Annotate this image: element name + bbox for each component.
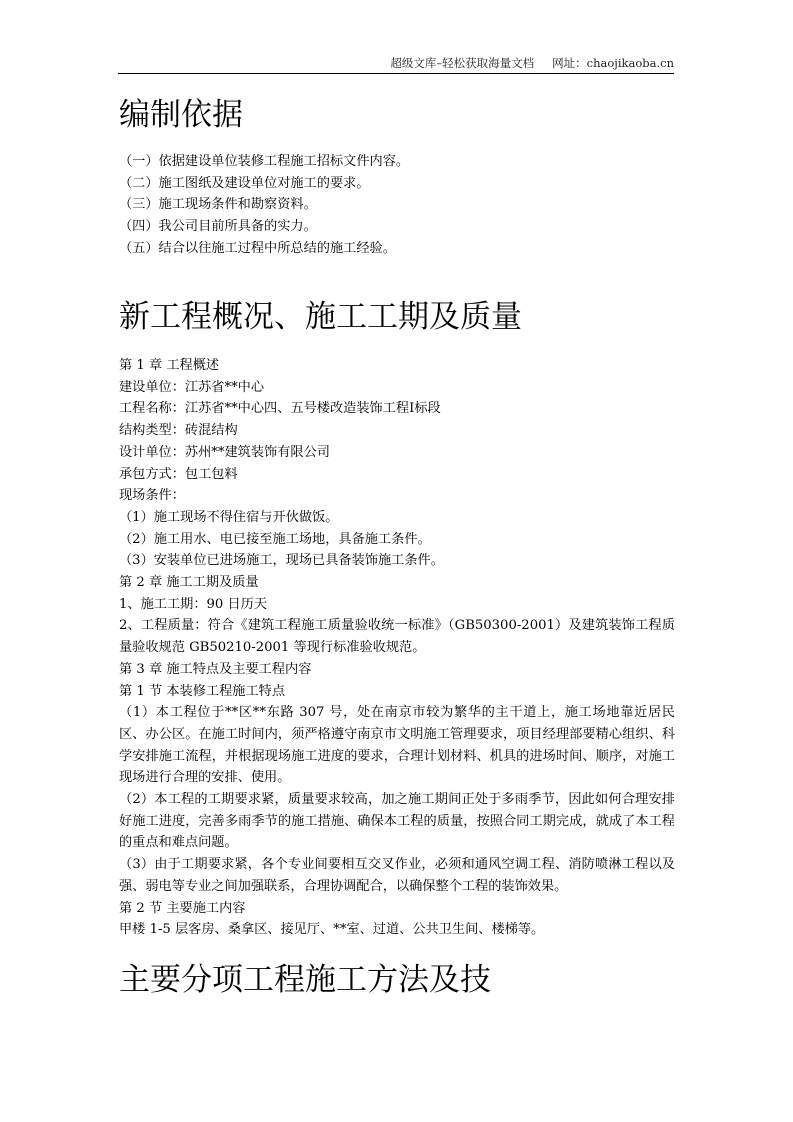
section-title-overview: 新工程概况、施工工期及质量 bbox=[119, 299, 522, 335]
header-url-label: 网址： bbox=[552, 56, 587, 70]
list-item: （2）施工用水、电已接至施工场地，具备施工条件。 bbox=[119, 531, 431, 547]
header-url: chaojikaoba.cn bbox=[586, 56, 674, 70]
header-site-name: 超级文库–轻松获取海量文档 bbox=[390, 56, 535, 70]
paragraph: 现场条件： bbox=[119, 488, 185, 504]
basis-item: （二）施工图纸及建设单位对施工的要求。 bbox=[119, 175, 370, 191]
paragraph: 设计单位：苏州**建筑装饰有限公司 bbox=[119, 444, 330, 460]
paragraph: 2、工程质量：符合《建筑工程施工质量验收统一标准》（GB50300-2001）及建筑装饰工程质量验收规范 GB50210-2001 等现行标准验收规范。 bbox=[119, 618, 675, 656]
basis-list bbox=[119, 151, 675, 260]
paragraph: 1、施工工期：90 日历天 bbox=[119, 596, 268, 612]
section-title-methods: 主要分项工程施工方法及技 bbox=[119, 962, 491, 998]
chapter-heading: 第 1 章 工程概述 bbox=[119, 358, 220, 373]
section-title-basis: 编制依据 bbox=[119, 97, 243, 133]
section-heading: 第 1 节 本装修工程施工特点 bbox=[119, 683, 286, 699]
section-heading: 第 2 节 主要施工内容 bbox=[119, 900, 246, 916]
chapter-heading: 第 2 章 施工工期及质量 bbox=[119, 575, 259, 591]
paragraph: 工程名称：江苏省**中心四、五号楼改造装饰工程Ⅰ标段 bbox=[119, 401, 441, 417]
basis-item: （一）依据建设单位装修工程施工招标文件内容。 bbox=[119, 154, 410, 169]
paragraph: 承包方式：包工包料 bbox=[119, 466, 238, 482]
basis-item: （三）施工现场条件和勘察资料。 bbox=[119, 197, 317, 213]
paragraph: （2）本工程的工期要求紧，质量要求较高，加之施工期间正处于多雨季节，因此如何合理安排好施工进度，完善多雨季节的施工措施、确保本工程的质量，按照合同工期完成，就成了本工程的重点和难点问题。 bbox=[119, 792, 675, 851]
basis-item: （四）我公司目前所具备的实力。 bbox=[119, 219, 317, 235]
page-header bbox=[118, 56, 674, 74]
paragraph: 结构类型：砖混结构 bbox=[119, 423, 238, 439]
paragraph: 建设单位：江苏省**中心 bbox=[119, 379, 265, 395]
basis-item: （五）结合以往施工过程中所总结的施工经验。 bbox=[119, 240, 396, 256]
paragraph: （1）本工程位于**区**东路 307 号，处在南京市较为繁华的主干道上，施工场地靠近居民区、办公区。在施工时间内，须严格遵守南京市文明施工管理要求，项目经理部要精心组织、科学安排施工流程，并根据现场施工进度的要求，合理计划材料、机具的进场时间、顺序，对施工现场进行合理的安排、使用。 bbox=[119, 705, 675, 786]
paragraph: 甲楼 1-5 层客房、桑拿区、接见厅、**室、过道、公共卫生间、楼梯等。 bbox=[119, 922, 545, 938]
chapter-heading: 第 3 章 施工特点及主要工程内容 bbox=[119, 661, 312, 677]
overview-body bbox=[119, 355, 675, 941]
list-item: （1）施工现场不得住宿与开伙做饭。 bbox=[119, 509, 339, 525]
paragraph: （3）由于工期要求紧，各个专业间要相互交叉作业，必须和通风空调工程、消防喷淋工程以及强、弱电等专业之间加强联系，合理协调配合，以确保整个工程的装饰效果。 bbox=[119, 857, 675, 894]
list-item: （3）安装单位已进场施工，现场已具备装饰施工条件。 bbox=[119, 553, 444, 569]
